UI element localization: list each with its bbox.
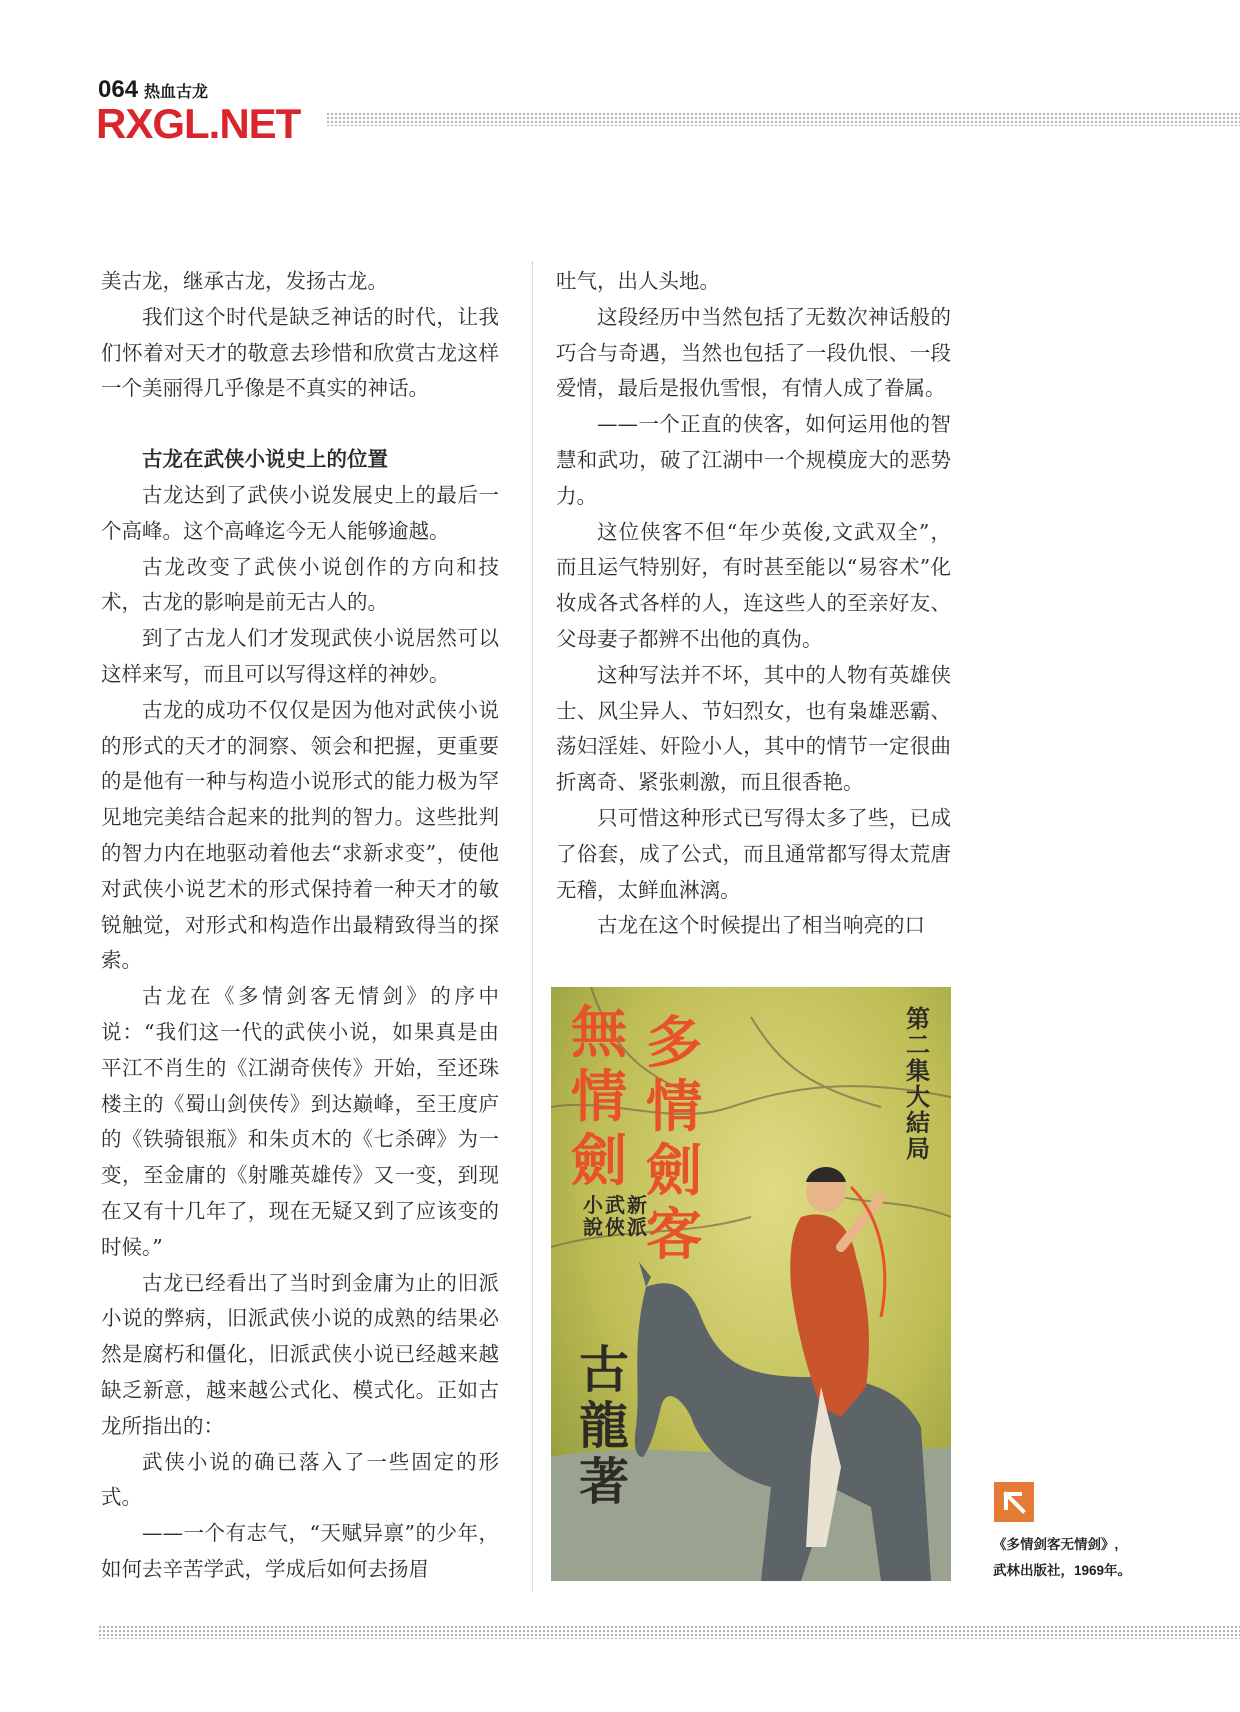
paragraph: 我们这个时代是缺乏神话的时代，让我们怀着对天才的敬意去珍惜和欣赏古龙这样一个美丽得几乎像是不真实的神话。	[101, 304, 499, 401]
cover-subtitle-text	[583, 1193, 647, 1239]
book-cover-image	[551, 987, 951, 1581]
footer-dotted-rule	[98, 1625, 1240, 1639]
cover-subtitle-a: 新派	[627, 1193, 647, 1239]
paragraph: 这种写法并不坏，其中的人物有英雄侠士、风尘异人、节妇烈女，也有枭雄恶霸、荡妇淫娃、奸险小人，其中的情节一定很曲折离奇、紧张刺激，而且很香艳。	[556, 662, 951, 795]
paragraph: 吐气，出人头地。	[556, 269, 720, 293]
section-heading: 古龙在武侠小说史上的位置	[142, 447, 388, 472]
image-caption	[993, 1532, 1131, 1584]
paragraph: 古龙的成功不仅仅是因为他对武侠小说的形式的天才的洞察、领会和把握，更重要的是他有一种与构造小说形式的能力极为罕见地完美结合起来的批判的智力。这些批判的智力内在地驱动着他去“求新求变”，使他对武侠小说艺术的形式保持着一种天才的敏锐触觉，对形式和构造作出最精致得当的探索。	[101, 697, 499, 973]
caption-line: 武林出版社，1969年。	[993, 1563, 1132, 1578]
cover-volume-text: 第二集大結局	[906, 1004, 930, 1163]
paragraph: 到了古龙人们才发现武侠小说居然可以这样来写，而且可以写得这样的神妙。	[101, 626, 499, 686]
header-dotted-rule	[326, 112, 1240, 126]
arrow-up-left-icon	[994, 1482, 1034, 1522]
page-number: 064	[98, 76, 139, 103]
paragraph: 古龙改变了武侠小说创作的方向和技术，古龙的影响是前无古人的。	[101, 554, 499, 615]
section-title: 热血古龙	[144, 84, 209, 101]
paragraph: 古龙已经看出了当时到金庸为止的旧派小说的弊病，旧派武侠小说的成熟的结果必然是腐朽和僵化，旧派武侠小说已经越来越缺乏新意，越来越公式化、模式化。正如古龙所指出的：	[101, 1270, 499, 1438]
cover-subtitle-c: 小說	[583, 1193, 603, 1239]
paragraph: 古龙达到了武侠小说发展史上的最后一个高峰。这个高峰迄今无人能够逾越。	[101, 482, 499, 543]
paragraph: 美古龙，继承古龙，发扬古龙。	[101, 269, 388, 293]
brand-logo: RXGL.NET	[96, 100, 301, 147]
paragraph: 古龙在这个时候提出了相当响亮的口	[597, 913, 925, 938]
cover-title-line1: 多情劍客	[646, 1010, 702, 1268]
right-column	[556, 264, 951, 944]
cover-title-line2: 無情劍	[571, 1000, 627, 1194]
paragraph: 武侠小说的确已落入了一些固定的形式。	[101, 1449, 499, 1510]
left-column	[101, 264, 499, 1588]
paragraph: 只可惜这种形式已写得太多了些，已成了俗套，成了公式，而且通常都写得太荒唐无稽，太鲜血淋漓。	[556, 805, 951, 902]
cover-author-text: 古龍著	[579, 1340, 629, 1511]
paragraph: 这位侠客不但“年少英俊,文武双全”，而且运气特别好，有时甚至能以“易容术”化妆成各式各样的人，连这些人的至亲好友、父母妻子都辨不出他的真伪。	[556, 519, 951, 651]
caption-line: 《多情剑客无情剑》,	[993, 1537, 1119, 1552]
paragraph: 古龙在《多情剑客无情剑》的序中说：“我们这一代的武侠小说，如果真是由平江不肖生的《江湖奇侠传》开始，至还珠楼主的《蜀山剑侠传》到达巅峰，至王度庐的《铁骑银瓶》和朱贞木的《七杀碑》为一变，至金庸的《射雕英雄传》又一变，到现在又有十几年了，现在无疑又到了应该变的时候。”	[101, 984, 499, 1259]
column-divider	[532, 262, 533, 1592]
paragraph: ——一个有志气，“天赋异禀”的少年，如何去辛苦学武，学成后如何去扬眉	[101, 1521, 499, 1581]
paragraph: ——一个正直的侠客，如何运用他的智慧和武功，破了江湖中一个规模庞大的恶势力。	[556, 412, 951, 508]
paragraph: 这段经历中当然包括了无数次神话般的巧合与奇遇，当然也包括了一段仇恨、一段爱情，最后是报仇雪恨，有情人成了眷属。	[556, 304, 951, 401]
cover-subtitle-b: 武俠	[605, 1193, 625, 1239]
